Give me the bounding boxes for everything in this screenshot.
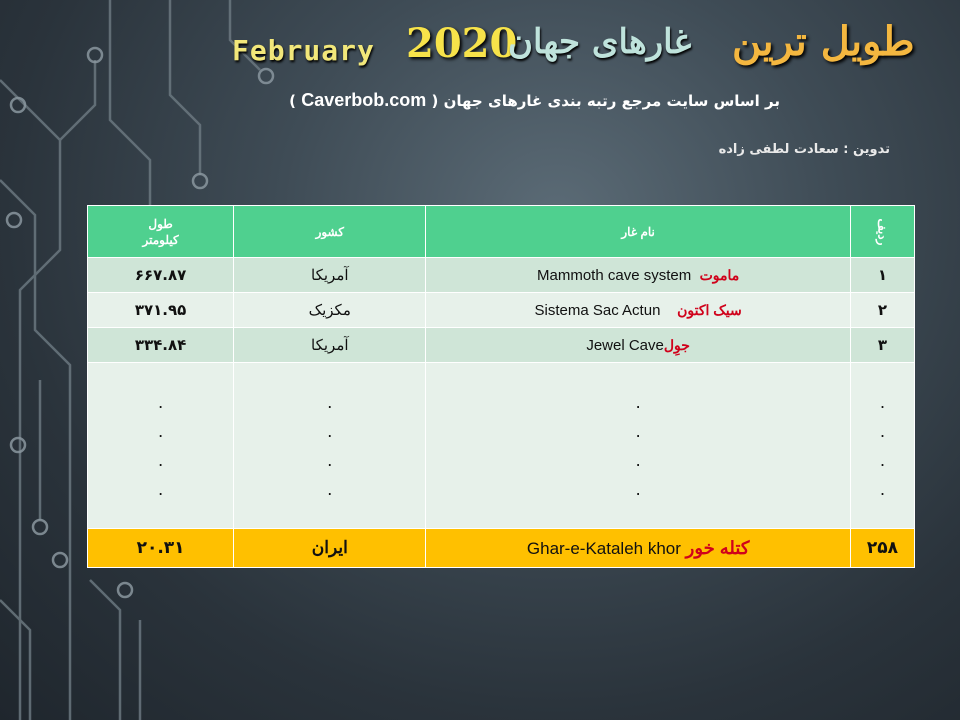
ellipsis-dot: . — [327, 449, 333, 470]
cell-cave-name — [426, 529, 851, 568]
header-cave-name: نام غار — [426, 206, 851, 258]
ellipsis-dot: . — [879, 449, 885, 470]
header-rank-label: ردیف — [875, 218, 890, 245]
cell-rank: ۱ — [850, 258, 914, 293]
header-rank — [850, 206, 914, 258]
cell-cave-name — [426, 293, 851, 328]
cave-name-fa: ماموت — [699, 266, 740, 283]
cave-name-fa: جوِل — [663, 336, 690, 353]
cell-country: ایران — [234, 529, 426, 568]
table-ellipsis-row — [88, 363, 915, 529]
ellipsis-cell — [234, 363, 426, 529]
table-row — [88, 258, 915, 293]
page-title — [0, 8, 960, 88]
ellipsis-dot: . — [158, 420, 164, 441]
ellipsis-cell — [850, 363, 914, 529]
ellipsis-dot: . — [879, 391, 885, 412]
ellipsis-dot: . — [327, 420, 333, 441]
cave-name-fa: کتله خور — [685, 537, 750, 558]
title-longest: طویل ترین — [732, 18, 915, 65]
subtitle-prefix: بر اساس سایت مرجع رتبه بندی غارهای جهان ( — [431, 92, 780, 110]
cave-name-fa: سیک اکتون — [677, 301, 742, 318]
ellipsis-cell — [426, 363, 851, 529]
cell-cave-name — [426, 328, 851, 363]
author-credit: تدوین : سعادت لطفی زاده — [718, 142, 890, 157]
ellipsis-dot: . — [635, 449, 641, 470]
ellipsis-dot: . — [158, 391, 164, 412]
ellipsis-cell — [88, 363, 234, 529]
ellipsis-dot: . — [635, 391, 641, 412]
table-row — [88, 293, 915, 328]
title-caves-of-world: غارهای جهان — [508, 22, 692, 62]
cell-length: ۳۳۴.۸۴ — [88, 328, 234, 363]
cell-rank: ۲ — [850, 293, 914, 328]
cell-length: ۳۷۱.۹۵ — [88, 293, 234, 328]
ellipsis-dot: . — [635, 478, 641, 499]
header-country: کشور — [234, 206, 426, 258]
ellipsis-dot: . — [635, 420, 641, 441]
cell-length: ۲۰.۳۱ — [88, 529, 234, 568]
ellipsis-dot: . — [158, 449, 164, 470]
table-row — [88, 328, 915, 363]
subtitle — [255, 90, 780, 111]
cell-rank: ۳ — [850, 328, 914, 363]
cave-name-en: Ghar-e-Kataleh khor — [526, 538, 681, 558]
subtitle-site: Caverbob.com — [301, 90, 427, 110]
cell-country: آمریکا — [234, 258, 426, 293]
ellipsis-dot: . — [158, 478, 164, 499]
cave-name-en: Sistema Sac Actun — [534, 301, 661, 319]
header-length-line1: طول — [148, 216, 173, 231]
title-year: 2020 — [406, 20, 518, 67]
header-length-line2: کیلومتر — [142, 232, 179, 247]
table-row-iran — [88, 529, 915, 568]
title-month: February — [232, 34, 375, 67]
cell-cave-name — [426, 258, 851, 293]
longest-caves-table — [87, 205, 915, 568]
cell-country: آمریکا — [234, 328, 426, 363]
cell-country: مکزیک — [234, 293, 426, 328]
cell-rank: ۲۵۸ — [850, 529, 914, 568]
subtitle-suffix: ) — [289, 92, 296, 110]
ellipsis-dot: . — [879, 478, 885, 499]
cell-length: ۶۶۷.۸۷ — [88, 258, 234, 293]
header-length — [88, 206, 234, 258]
ellipsis-dot: . — [879, 420, 885, 441]
table-header-row — [88, 206, 915, 258]
ellipsis-dot: . — [327, 391, 333, 412]
cave-name-en: Mammoth cave system — [537, 266, 692, 284]
ellipsis-dot: . — [327, 478, 333, 499]
cave-name-en: Jewel Cave — [586, 336, 664, 354]
